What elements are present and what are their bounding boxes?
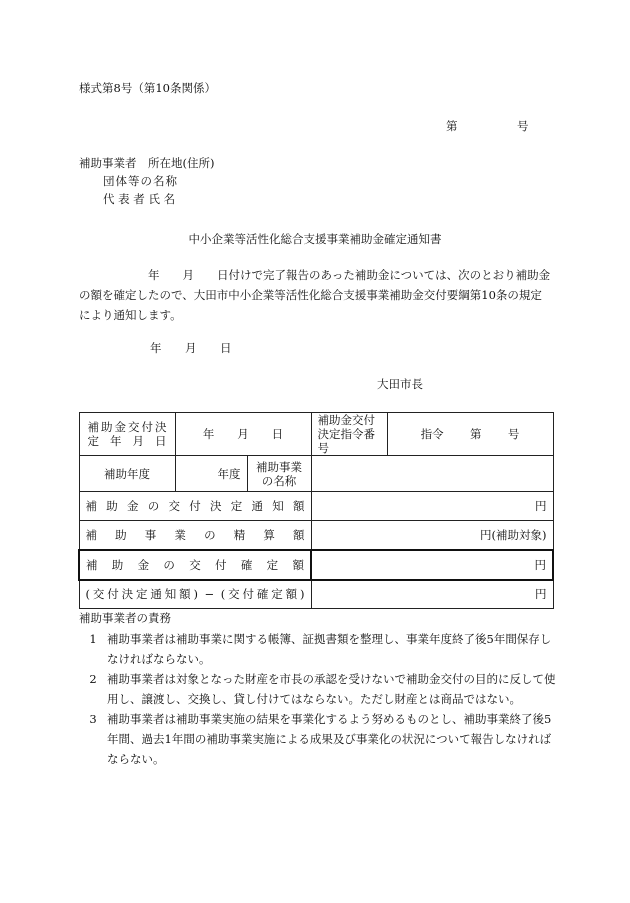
decision-date-day: 日 (271, 427, 284, 441)
table-row (79, 550, 553, 580)
confirmed-amount-label: 補助金の交付確定額 (79, 550, 311, 580)
duties-heading: 補助事業者の責務 (79, 611, 171, 625)
project-name-label: 補助事業の名称 (247, 456, 311, 492)
table-row (79, 521, 553, 550)
fiscal-year-label: 補助年度 (79, 456, 175, 492)
duty-number: 3 (89, 712, 97, 726)
decision-date-label: 補助金交付決定年月日 (79, 413, 175, 456)
table-row (79, 580, 553, 609)
recipient-representative: 代 表 者 氏 名 (103, 192, 176, 206)
doc-number-prefix: 第 (446, 119, 458, 133)
subsidy-table (78, 412, 554, 609)
duty-text: 補助事業者は対象となった財産を市長の承認を受けないで補助金交付の目的に反して使用し、譲渡し、交換し、貸し付けてはならない。ただし財産とは商品ではない。 (107, 672, 556, 706)
document-title: 中小企業等活性化総合支援事業補助金確定通知書 (188, 232, 442, 246)
order-suffix: 号 (507, 427, 520, 441)
fiscal-year-unit: 年度 (175, 456, 247, 492)
recipient-address: 補助事業者 所在地(住所) (79, 156, 215, 170)
order-number-value (387, 413, 553, 456)
decision-notice-amount-label: 補助金の交付決定通知額 (79, 492, 311, 521)
doc-number-suffix: 号 (517, 119, 529, 133)
decision-date-year: 年 (202, 427, 215, 441)
table-row (79, 413, 553, 456)
duty-number: 1 (89, 632, 97, 646)
form-label: 様式第8号（第10条関係） (79, 81, 216, 95)
decision-date-month: 月 (237, 427, 249, 441)
date-day: 日 (220, 341, 232, 355)
settlement-amount-label: 補助事業の精算額 (79, 521, 311, 550)
decision-date-value (175, 413, 311, 456)
date-month: 月 (185, 341, 197, 355)
order-number-label: 補助金交付決定指令番号 (311, 413, 387, 456)
project-name-value (311, 456, 553, 492)
date-year: 年 (150, 341, 162, 355)
duty-text: 補助事業者は補助事業に関する帳簿、証拠書類を整理し、事業年度終了後5年間保存しなければならない。 (107, 632, 552, 666)
difference-amount-unit: 円 (311, 580, 553, 609)
table-row (79, 492, 553, 521)
duties-section (79, 609, 559, 769)
difference-amount-label: (交付決定通知額) − (交付確定額) (79, 580, 311, 609)
decision-notice-amount-unit: 円 (311, 492, 553, 521)
order-mid: 第 (469, 427, 482, 441)
issuer: 大田市長 (377, 377, 423, 391)
list-item (79, 669, 559, 709)
table-row (79, 456, 553, 492)
confirmed-amount-unit: 円 (311, 550, 553, 580)
order-prefix: 指令 (420, 427, 444, 441)
list-item (79, 629, 559, 669)
duty-number: 2 (89, 672, 97, 686)
recipient-organization: 団体等の名称 (103, 174, 178, 188)
duty-text: 補助事業者は補助事業実施の結果を事業化するよう努めるものとし、補助事業終了後5年間、過去1年間の補助事業実施による成果及び事業化の状況について報告しなければならない。 (107, 712, 552, 766)
list-item (79, 709, 559, 769)
settlement-amount-unit: 円(補助対象) (311, 521, 553, 550)
body-text: 年 月 日付けで完了報告のあった補助金については、次のとおり補助金の額を確定したので、大田市中小企業等活性化総合支援事業補助金交付要綱第10条の規定により通知します。 (79, 268, 551, 322)
